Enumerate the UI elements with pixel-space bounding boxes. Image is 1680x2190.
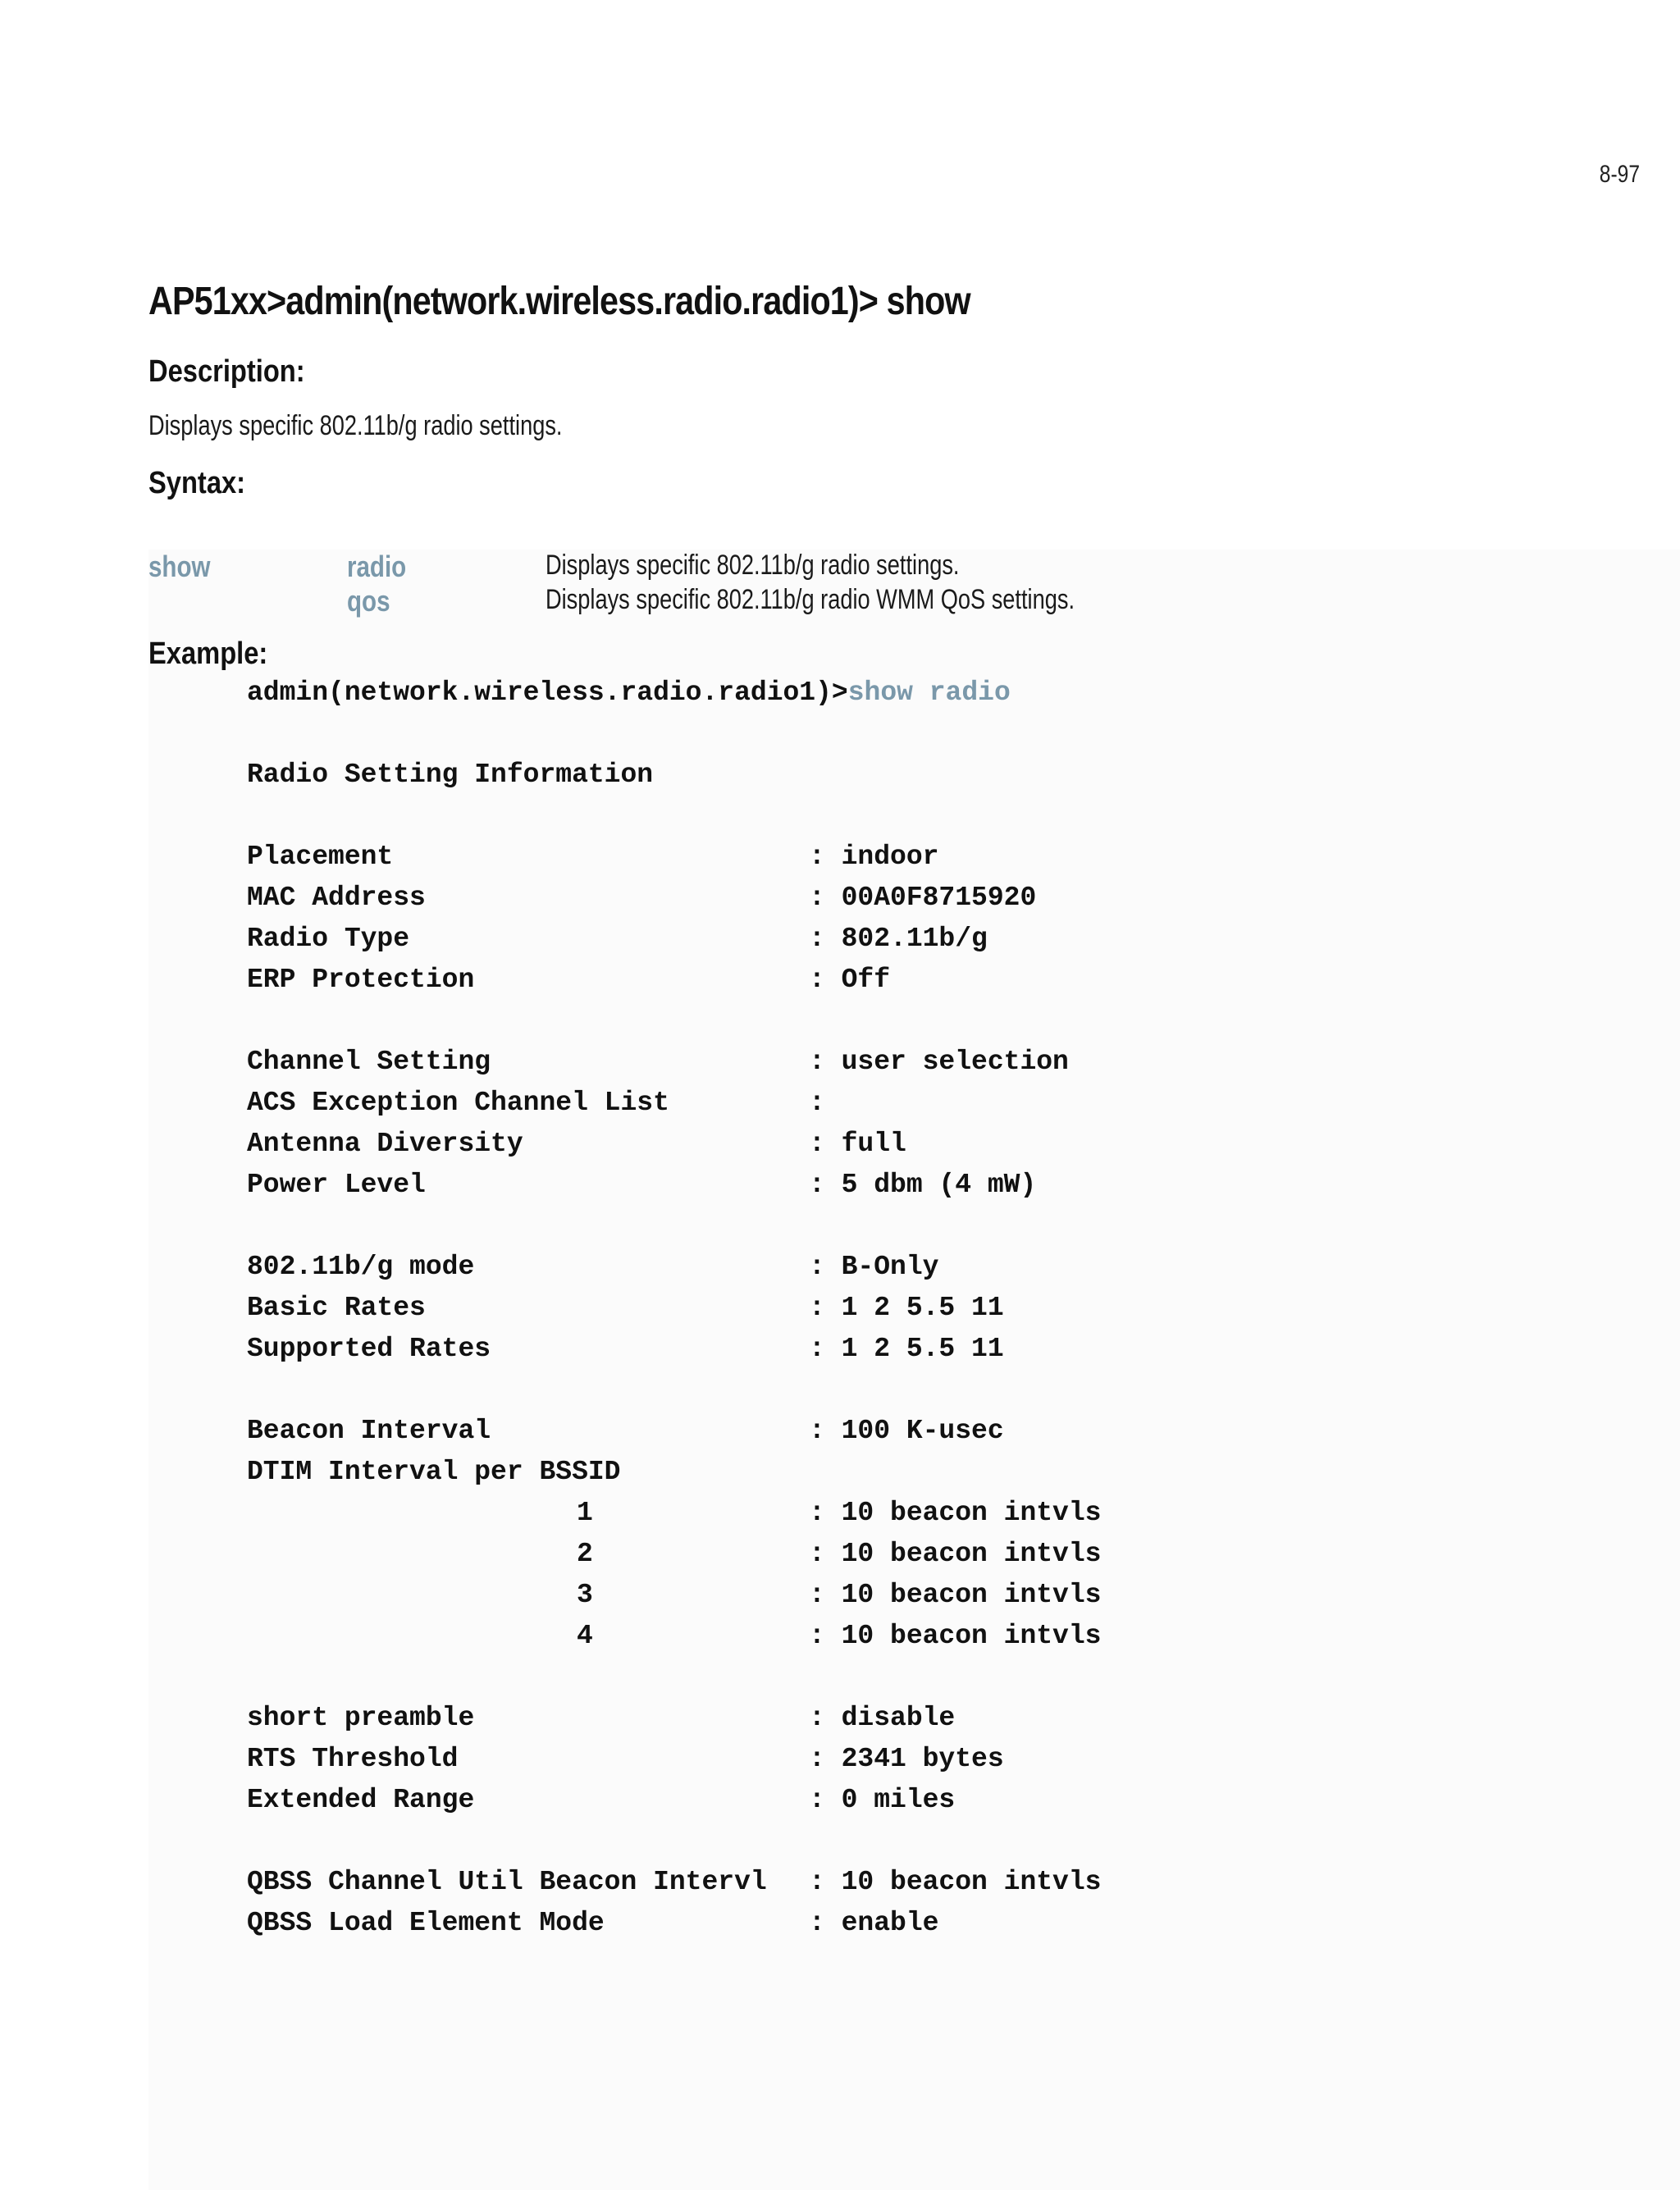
code-blank-line [247,1370,1101,1411]
code-blank-line [247,1821,1101,1862]
code-blank-line [247,796,1101,837]
code-setting-line [247,1247,1101,1288]
document-body [148,279,1680,2174]
code-prompt-command: show radio [847,678,1011,708]
code-setting-line [247,878,1101,919]
example-code-block [247,673,1101,1944]
code-blank-line [247,1657,1101,1698]
code-setting-line [247,1780,1101,1821]
setting-key: short preamble [247,1703,475,1733]
setting-value: 1 2 5.5 11 [841,1334,1004,1364]
code-setting-line [247,1493,1101,1534]
setting-separator: : [809,1416,842,1446]
setting-value: B-Only [841,1252,939,1282]
setting-separator: : [809,1785,842,1815]
setting-separator: : [809,1334,842,1364]
setting-key: Extended Range [247,1785,475,1815]
syntax-description: Displays specific 802.11b/g radio WMM QoS settings. [546,584,1075,615]
setting-separator: : [809,1621,842,1651]
setting-key: RTS Threshold [247,1744,459,1774]
syntax-row [148,550,1680,584]
setting-value: 0 miles [841,1785,956,1815]
setting-value: 10 beacon intvls [841,1580,1102,1610]
syntax-row [148,584,1680,618]
example-heading: Example: [148,636,268,671]
setting-value: user selection [841,1047,1069,1077]
description-text: Displays specific 802.11b/g radio settings. [148,410,563,441]
description-heading: Description: [148,354,305,389]
code-setting-line [247,1698,1101,1739]
setting-key: Supported Rates [247,1334,491,1364]
code-dtim-label: DTIM Interval per BSSID [247,1457,621,1487]
setting-key: Radio Type [247,924,410,954]
code-setting-line [247,837,1101,878]
setting-value: 10 beacon intvls [841,1867,1102,1897]
code-blank-line [247,1001,1101,1042]
setting-value: 10 beacon intvls [841,1621,1102,1651]
setting-key: 802.11b/g mode [247,1252,475,1282]
setting-key: 3 [577,1580,593,1610]
code-prompt-line [247,673,1101,714]
code-blank-line [247,1206,1101,1247]
setting-key: Basic Rates [247,1293,426,1323]
setting-value: enable [841,1908,939,1938]
setting-separator: : [809,1129,842,1159]
page-number: 8-97 [1599,161,1640,188]
setting-value: 100 K-usec [841,1416,1004,1446]
code-setting-line [247,1575,1101,1616]
code-info-title: Radio Setting Information [247,760,654,790]
setting-separator: : [809,1498,842,1528]
setting-value: Off [841,965,891,995]
setting-separator: : [809,1252,842,1282]
setting-key: 4 [577,1621,593,1651]
setting-value: 1 2 5.5 11 [841,1293,1004,1323]
setting-separator: : [809,842,842,872]
setting-key: Channel Setting [247,1047,491,1077]
setting-separator: : [809,1047,842,1077]
code-setting-line [247,1616,1101,1657]
code-setting-line [247,1903,1101,1944]
setting-key: 2 [577,1539,593,1569]
setting-key: QBSS Load Element Mode [247,1908,605,1938]
setting-key: Power Level [247,1170,426,1200]
setting-value: full [841,1129,906,1159]
setting-key: Beacon Interval [247,1416,491,1446]
setting-value: indoor [841,842,939,872]
setting-separator: : [809,1867,842,1897]
code-blank-line [247,714,1101,755]
setting-key: Antenna Diversity [247,1129,523,1159]
code-setting-line [247,960,1101,1001]
code-setting-line [247,1124,1101,1165]
setting-key: ACS Exception Channel List [247,1088,669,1118]
syntax-arg: qos [347,584,390,618]
setting-key: Placement [247,842,394,872]
setting-value: disable [841,1703,956,1733]
setting-separator: : [809,1539,842,1569]
syntax-table [148,543,1680,622]
command-title: AP51xx>admin(network.wireless.radio.radio1)> show [148,280,970,323]
setting-value: 5 dbm (4 mW) [841,1170,1037,1200]
syntax-arg: radio [347,550,407,583]
code-setting-line [247,919,1101,960]
code-setting-line [247,1862,1101,1903]
setting-value: 10 beacon intvls [841,1539,1102,1569]
syntax-description: Displays specific 802.11b/g radio settings. [546,550,960,581]
setting-value: 10 beacon intvls [841,1498,1102,1528]
setting-key: QBSS Channel Util Beacon Intervl [247,1867,767,1897]
setting-key: ERP Protection [247,965,475,995]
setting-separator: : [809,1744,842,1774]
setting-value: 00A0F8715920 [841,883,1037,913]
setting-separator: : [809,1088,842,1118]
setting-separator: : [809,924,842,954]
setting-separator: : [809,1170,842,1200]
code-setting-line [247,1165,1101,1206]
setting-value: 2341 bytes [841,1744,1004,1774]
code-setting-line [247,1329,1101,1370]
setting-separator: : [809,1293,842,1323]
code-setting-line [247,1739,1101,1780]
code-setting-line [247,1288,1101,1329]
setting-separator: : [809,1580,842,1610]
code-prompt: admin(network.wireless.radio.radio1)> [247,678,848,708]
code-setting-line [247,1534,1101,1575]
code-setting-line [247,1411,1101,1452]
code-rows [247,837,1101,1944]
setting-key: 1 [577,1498,593,1528]
setting-separator: : [809,1908,842,1938]
setting-separator: : [809,1703,842,1733]
setting-separator: : [809,965,842,995]
syntax-heading: Syntax: [148,466,246,500]
setting-key: MAC Address [247,883,426,913]
syntax-command: show [148,550,211,583]
setting-separator: : [809,883,842,913]
code-setting-line [247,1042,1101,1083]
setting-value: 802.11b/g [841,924,988,954]
code-setting-line [247,1083,1101,1124]
